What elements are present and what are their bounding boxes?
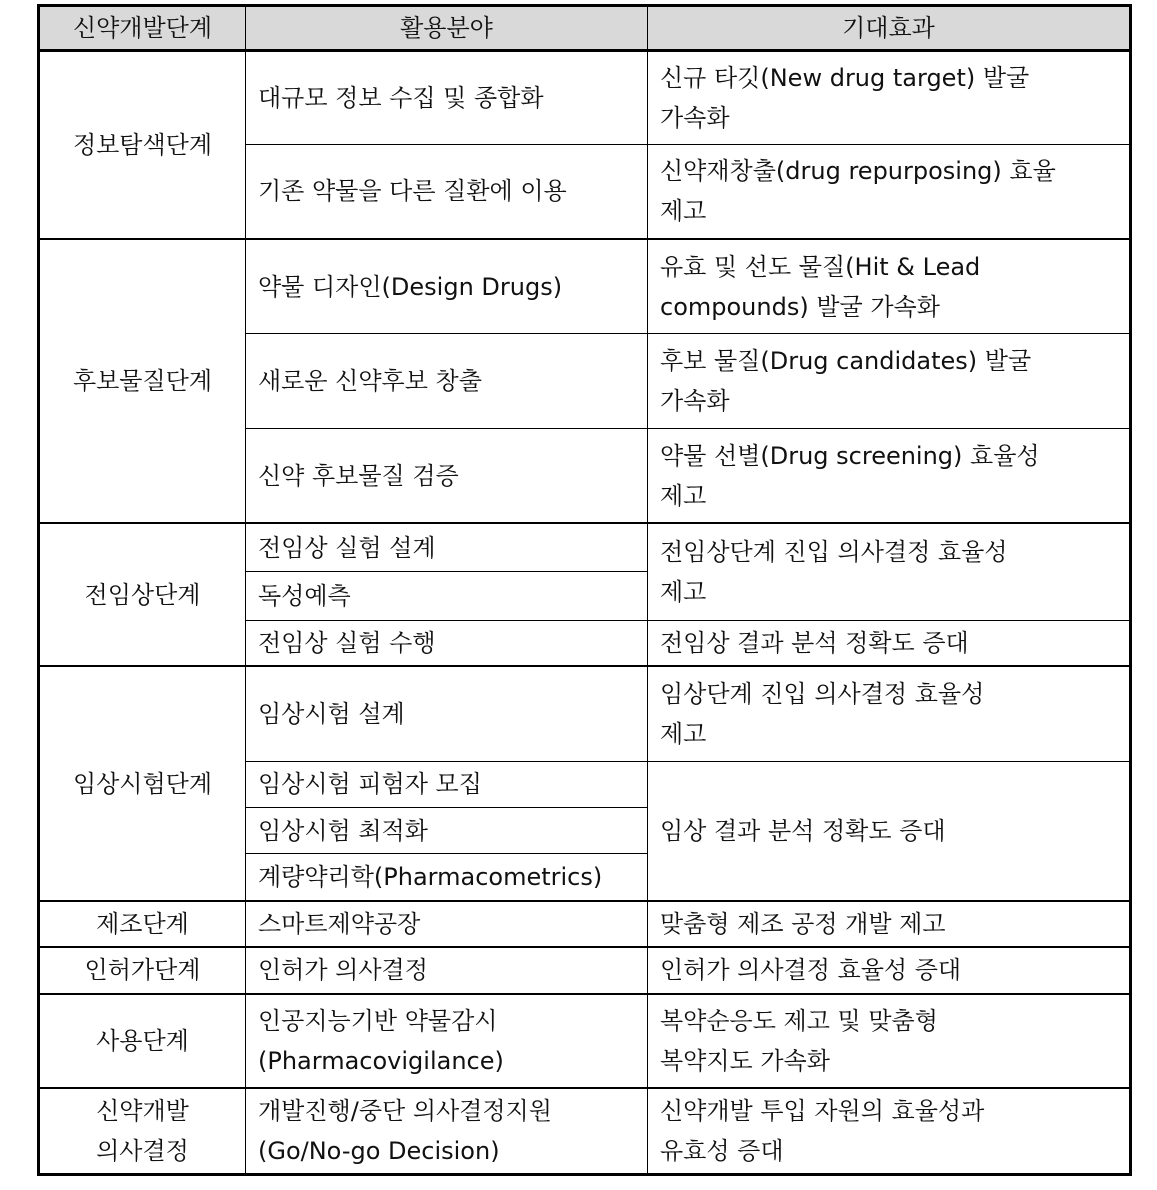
effect-cell: 신약재창출(drug repurposing) 효율 제고 [648, 144, 1131, 239]
table-row [39, 666, 1131, 761]
field-cell: 대규모 정보 수집 및 종합화 [246, 51, 648, 145]
field-cell: 인허가 의사결정 [246, 947, 648, 994]
effect-cell: 신약개발 투입 자원의 효율성과 유효성 증대 [648, 1088, 1131, 1175]
stage-cell: 제조단계 [39, 901, 246, 946]
field-cell: 인공지능기반 약물감시 (Pharmacovigilance) [246, 994, 648, 1088]
table-row [39, 994, 1131, 1088]
effect-cell: 유효 및 선도 물질(Hit & Lead compounds) 발굴 가속화 [648, 239, 1131, 334]
effect-cell: 전임상단계 진입 의사결정 효율성 제고 [648, 523, 1131, 620]
effect-cell: 후보 물질(Drug candidates) 발굴 가속화 [648, 334, 1131, 429]
table-row [39, 239, 1131, 334]
effect-cell: 약물 선별(Drug screening) 효율성 제고 [648, 429, 1131, 524]
effect-cell: 임상단계 진입 의사결정 효율성 제고 [648, 666, 1131, 761]
field-cell: 전임상 실험 설계 [246, 523, 648, 571]
stage-cell: 정보탐색단계 [39, 51, 246, 240]
stage-cell: 후보물질단계 [39, 239, 246, 523]
effect-cell: 임상 결과 분석 정확도 증대 [648, 761, 1131, 901]
table-row [39, 51, 1131, 145]
stage-cell: 사용단계 [39, 994, 246, 1088]
stage-cell: 신약개발 의사결정 [39, 1088, 246, 1175]
field-cell: 새로운 신약후보 창출 [246, 334, 648, 429]
table-row [39, 901, 1131, 946]
stage-cell: 임상시험단계 [39, 666, 246, 901]
header-field: 활용분야 [246, 6, 648, 51]
drug-development-ai-table [37, 4, 1132, 1176]
effect-cell: 맞춤형 제조 공정 개발 제고 [648, 901, 1131, 946]
field-cell: 임상시험 최적화 [246, 807, 648, 853]
stage-cell: 전임상단계 [39, 523, 246, 666]
field-cell: 스마트제약공장 [246, 901, 648, 946]
table-row [39, 947, 1131, 994]
field-cell: 신약 후보물질 검증 [246, 429, 648, 524]
field-cell: 임상시험 설계 [246, 666, 648, 761]
field-cell: 약물 디자인(Design Drugs) [246, 239, 648, 334]
field-cell: 개발진행/중단 의사결정지원 (Go/No-go Decision) [246, 1088, 648, 1175]
field-cell: 기존 약물을 다른 질환에 이용 [246, 144, 648, 239]
header-row [39, 6, 1131, 51]
header-effect: 기대효과 [648, 6, 1131, 51]
effect-cell: 인허가 의사결정 효율성 증대 [648, 947, 1131, 994]
field-cell: 독성예측 [246, 572, 648, 620]
field-cell: 임상시험 피험자 모집 [246, 761, 648, 807]
stage-cell: 인허가단계 [39, 947, 246, 994]
effect-cell: 복약순응도 제고 및 맞춤형 복약지도 가속화 [648, 994, 1131, 1088]
field-cell: 계량약리학(Pharmacometrics) [246, 854, 648, 901]
header-stage: 신약개발단계 [39, 6, 246, 51]
effect-cell: 전임상 결과 분석 정확도 증대 [648, 620, 1131, 666]
effect-cell: 신규 타깃(New drug target) 발굴 가속화 [648, 51, 1131, 145]
table-row [39, 1088, 1131, 1175]
table-row [39, 523, 1131, 571]
field-cell: 전임상 실험 수행 [246, 620, 648, 666]
